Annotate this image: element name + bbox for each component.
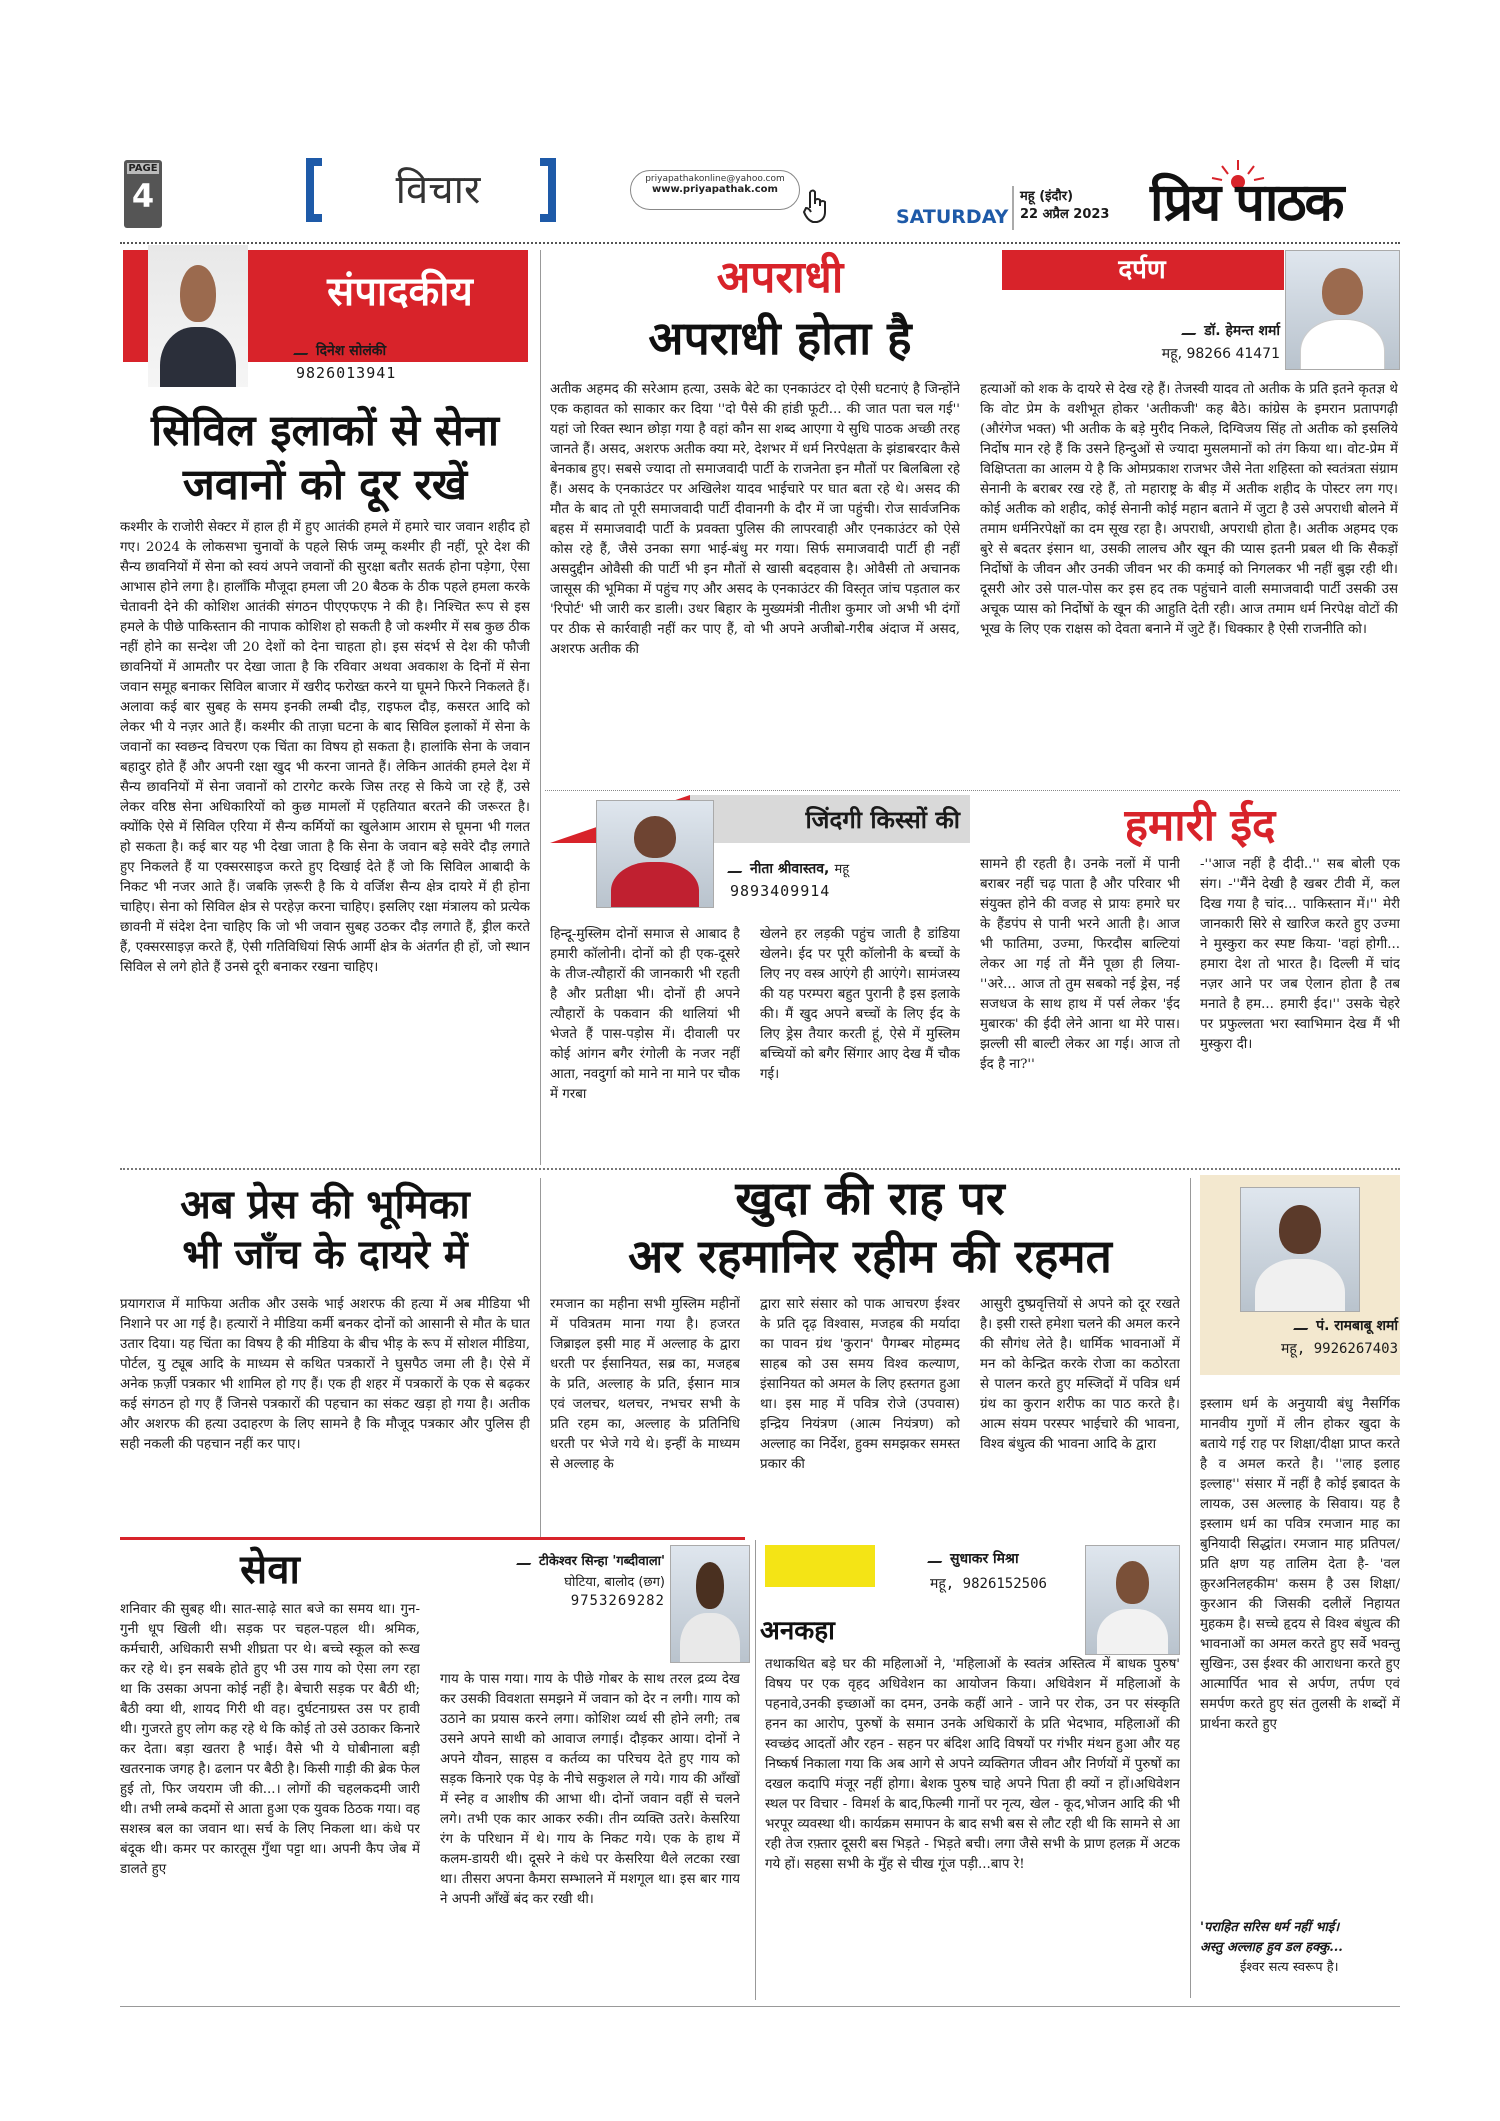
khuda-closing: ईश्वर सत्य स्वरूप है। <box>1240 1960 1339 1975</box>
khuda-author-photo <box>1240 1187 1360 1312</box>
seva-byline <box>465 1550 665 1609</box>
ankaha-author: सुधाकर मिश्रा <box>950 1551 1019 1567</box>
seva-phone: 9753269282 <box>570 1593 665 1609</box>
pen-icon <box>1293 1320 1313 1330</box>
darpan-author-photo <box>1285 250 1400 370</box>
khuda-quote-line2: अस्तु अल्लाह हुव डल हक्कु... <box>1200 1940 1343 1955</box>
darpan-label: दर्पण <box>1118 255 1166 285</box>
section-title: विचार <box>395 167 481 213</box>
zindagi-author-photo <box>596 800 714 908</box>
darpan-col2: हत्याओं को शक के दायरे से देख रहे हैं। तेजस्वी यादव तो अतीक के प्रति इतने कृतज्ञ थे कि वोट प्रेम के वशीभूत होकर 'अतीकजी' कह बैठे। कांग्रेस के इमरान प्रतापगढ़ी (औरंगेज भक्त) भी अतीक के बड़े मुरीद निकले, दिग्विजय सिंह तो अतीक को इसलिये निर्दोष मान रहे हैं कि उसने हिन्दुओं से ज्यादा मुसलमानों को तंग किया था। वोट-प्रेम में विक्षिप्तता का आलम ये है कि ओमप्रकाश राजभर जैसे नेता शहिस्ता को स्वतंत्रता संग्राम सेनानी के बराबर रख रहे हैं, तो महाराष्ट्र के बीड़ में अतीक शहीद के पोस्टर लग गए। कोई अतीक को शहीद, कोई सेनानी कोई महान बताने में जुटा है उसे अपराधी बोलने में तमाम धर्मनिरपेक्षों का दम सूख रहा है। अपराधी, अपराधी होता है। अतीक अहमद एक बुरे से बदतर इंसान था, उसकी लालच और खून की प्यास इतनी प्रबल थी कि सैकड़ों निर्दोषों के जीवन और उनकी जीवन भर की कमाई को निगलकर भी नहीं बुझ रही थी। दूसरी ओर उसे पाल-पोस कर इस हद तक पहुंचाने वाली समाजवादी पार्टी उसकी उस अचूक प्यास को निर्दोषों के खून की आहुति देती रही। आज तमाम धर्म निरपेक्ष वोटों की भूख के लिए एक राक्षस को देवता बनाने में जुटे हैं। धिक्कार है ऐसी राजनीति को। <box>980 382 1398 637</box>
khuda-author: पं. रामबाबू शर्मा <box>1316 1318 1398 1334</box>
contact-box <box>630 170 800 210</box>
email-text[interactable]: priyapathakonline@yahoo.com <box>645 174 785 184</box>
editorial-byline <box>296 340 516 382</box>
zindagi-col3: सामने ही रहती है। उनके नलों में पानी बराबर नहीं चढ़ पाता है और परिवार भी संयुक्त होने की वजह से प्रायः हमारे घर के हैंडपंप से पानी भरने आती है। आज भी फातिमा, उज्मा, फिरदौस बाल्टियां लेकर आ गई तो मैंने पूछा ही लिया- ''अरे... आज तो तुम सबको नई ड्रेस, नई सजधज के साथ हाथ में पर्स लेकर 'ईद मुबारक' की ईदी लेने आना था मेरे पास। झल्ली सी बाल्टी लेकर आ गई। आज तो ईद है ना?'' <box>980 857 1180 1072</box>
zindagi-label: जिंदगी किस्सों की <box>805 805 960 834</box>
editorial-author: दिनेश सोलंकी <box>316 343 387 359</box>
editor-photo <box>148 245 248 387</box>
darpan-headline: अपराधी होता है <box>648 311 912 365</box>
city-text: महू (इंदौर) <box>1020 189 1074 204</box>
website-link[interactable]: www.priyapathak.com <box>652 184 778 195</box>
masthead <box>0 0 1500 240</box>
zindagi-place: महू <box>834 862 850 877</box>
darpan-byline <box>1120 320 1280 363</box>
page-tag <box>124 160 162 228</box>
pen-icon <box>1181 325 1201 335</box>
press-headline <box>120 1180 530 1280</box>
paper-name: प्रिय पाठक <box>1150 172 1343 233</box>
zindagi-byline <box>730 858 970 900</box>
section-bracket-left <box>306 158 322 222</box>
date-box <box>1012 186 1124 230</box>
seva-headline: सेवा <box>240 1546 300 1593</box>
darpan-col1: अतीक अहमद की सरेआम हत्या, उसके बेटे का एनकाउंटर दो ऐसी घटनाएं है जिन्होंने एक कहावत को साकार कर दिया ''दो पैसे की हांडी फूटी... की जात पता चल गई'' यहां जो रिक्त स्थान छोड़ा गया है वहां कौन सा शब्द आएगा ये सुधि पाठक अच्छी तरह जानते हैं। असद, अशरफ अतीक क्या मरे, देशभर में धर्म निरपेक्षता के झंडाबरदार कैसे बेनकाब हुए। सबसे ज्यादा तो समाजवादी पार्टी के राजनेता इन मौतों पर बिलबिला रहे हैं। असद के एनकाउंटर पर अखिलेश यादव भाईचारे पर घात बता रहे थे। असद की मौत के बाद तो पूरी समाजवादी पार्टी दीवानगी के दौर में जा पहुंची। रोज सार्वजनिक बहस में समाजवादी पार्टी के प्रवक्ता पुलिस की लापरवाही और एनकाउंटर को ऐसे कोस रहे हैं, जैसे उनका सगा भाई-बंधु मर गया। सिर्फ समाजवादी पार्टी ही नहीं असदुद्दीन ओवैसी की पार्टी भी इन मौतों से खासी बदहवास है। ओवैसी तो अचानक जासूस की भूमिका में पहुंच गए और असद के एनकाउंटर की विस्तृत जांच पड़ताल कर 'रिपोर्ट' भी जारी कर डाली। उधर बिहार के मुख्यमंत्री नीतीश कुमार जो अभी भी दंगों पर ठीक से कार्रवाही नहीं कर पाए हैं, वो भी अपने अजीबो-गरीब अंदाज में असद, अशरफ अतीक की <box>550 382 960 657</box>
seva-col2: गाय के पास गया। गाय के पीछे गोबर के साथ तरल द्रव्य देख कर उसकी विवशता समझने में जवान को देर न लगी। गाय को उठाने का प्रयास करने लगा। कोशिश व्यर्थ सी होने लगी; तब उसने अपने साथी को आवाज लगाई। दौड़कर आया। दोनों ने अपने यौवन, साहस व कर्तव्य का परिचय देते हुए गाय को सड़क किनारे एक पेड़ के नीचे सकुशल ले गये। गाय की आँखों में स्नेह व आशीष की आभा थी। दोनों जवान वहीं से चलने लगे। तभी एक कार आकर रुकी। तीन व्यक्ति उतरे। केसरिया रंग के परिधान में थे। गाय के निकट गये। एक के हाथ में कलम-डायरी थी। दूसरे ने कंधे पर केसरिया थैले लटका रखा था। तीसरा अपना कैमरा सम्भालने में मशगूल था। इस बार गाय ने अपनी आँखें बंद कर रखी थी। <box>440 1672 740 1907</box>
zindagi-author: नीता श्रीवास्तव, <box>750 861 830 877</box>
khuda-quote <box>1200 1918 1400 1978</box>
editorial-phone: 9826013941 <box>296 364 397 382</box>
ankaha-body: तथाकथित बड़े घर की महिलाओं ने, 'महिलाओं के स्वतंत्र अस्तित्व में बाधक पुरुष' विषय पर एक वृहद अधिवेशन का आयोजन किया। अधिवेशन में महिलाओं के पहनावे,उनकी इच्छाओं का दमन, उनके कहीं आने - जाने पर रोक, उन पर संस्कृति हनन का आरोप, पुरुषों के समान उनके अधिकारों के प्रति भेदभाव, महिलाओं की स्वच्छंद आदतों और रहन - सहन पर बंदिश आदि विषयों पर गंभीर मंथन हुआ और यह निष्कर्ष निकाला गया कि अब आगे से अपने व्यक्तिगत जीवन और निर्णयों में पुरुषों का दखल कदापि मंजूर नहीं होगा। बेशक पुरुष चाहे अपने पिता ही क्यों न हों।अधिवेशन स्थल पर विचार - विमर्श के बाद,फिल्मी गानों पर नृत्य, खेल - कूद,भोजन आदि की भी भरपूर व्यवस्था थी। कार्यक्रम समापन के बाद सभी बस से लौट रही थी कि सामने से आ रही तेज रफ़्तार दूसरी बस भिड़ते - भिड़ते बची। लगा जैसे सभी के प्राण हलक़ में अटक गये हों। सहसा सभी के मुँह से चीख गूंज पड़ी...बाप रे! <box>765 1657 1180 1872</box>
pen-icon <box>927 1553 947 1563</box>
khuda-author-box <box>1200 1175 1400 1375</box>
seva-col1: शनिवार की सुबह थी। सात-साढ़े सात बजे का समय था। गुन-गुनी धूप खिली थी। सड़क पर चहल-पहल थी। श्रमिक, कर्मचारी, अधिकारी सभी शीघ्रता पर थे। बच्चे स्कूल को रूख कर रहे थे। इन सबके होते हुए भी उस गाय को ऐसा लग रहा था कि उसका अपना कोई नहीं है। बेचारी सड़क पर बैठी थी; बैठी क्या थी, शायद गिरी थी वह। दुर्घटनाग्रस्त उस पर हावी थी। गुजरते हुए लोग कह रहे थे कि कोई तो उसे उठाकर किनारे कर देता। बड़ा खतरा है भाई। वैसे भी ये घोबीनाला बड़ी खतरनाक जगह है। ढलान पर बैठी है। किसी गाड़ी की ब्रेक फेल हुई तो, फिर जयराम जी की...। लोगों की चहलकदमी जारी थी। तभी लम्बे कदमों से आता हुआ एक युवक ठिठक गया। वह सशस्त्र बल का जवान था। सर्च के लिए निकला था। कंधे पर बंदूक थी। कमर पर कारतूस गुँथा पट्टा था। अपनी कैप जेब में डालते हुए <box>120 1602 420 1877</box>
khuda-col2: द्वारा सारे संसार को पाक आचरण ईश्वर के प्रति दृढ़ विश्वास, मजहब की मर्यादा का पावन ग्रंथ 'कुरान' पैगम्बर मोहम्मद साहब को उस समय विश्व कल्याण, इंसानियत को अमल के लिए हस्तगत हुआ था। इस माह में पवित्र रोजे (उपवास) इन्द्रिय नियंत्रण (आत्म नियंत्रण) को अल्लाह का निर्देश, हुक्म समझकर समस्त प्रकार की <box>760 1297 960 1472</box>
page-label: PAGE <box>128 163 158 174</box>
zindagi-col2: खेलने हर लड़की पहुंच जाती है डांडिया खेलने। ईद पर पूरी कॉलोनी के बच्चों के लिए नए वस्त्र आएंगे ही आएंगे। सामंजस्य की यह परम्परा बहुत पुरानी है इस इलाके की। मैं खुद अपने बच्चों के लिए ईद के लिए ड्रेस तैयार करती हूं, ऐसे में मुस्लिम बच्चियों को बगैर सिंगार आए देख मैं चौक गई। <box>760 927 960 1082</box>
khuda-headline-line1: खुदा की राह पर <box>735 1171 1005 1225</box>
khuda-col4: इस्लाम धर्म के अनुयायी बंधु नैसर्गिक मानवीय गुणों में लीन होकर खुदा के बताये गई राह पर शिक्षा/दीक्षा प्राप्त करते है व अमल करते है। ''लाह इलाह इल्लाह'' संसार में नहीं है कोई इबादत के लायक, उस अल्लाह के सिवाय। यह है इस्लाम धर्म का पवित्र रमजान माह का बुनियादी सिद्धांत। रमजान माह प्रतिपल/प्रति क्षण यह तालिम देता है- 'वल क़ुरअनिलहकीम' कसम है उस शिक्षा/कुरआन की जिसकी दलीलें निहायत मुहकम है। सच्चे हृदय से विश्व बंधुत्व की भावनाओं का अमल करते हुए सर्वे भवन्तु सुखिनः, उस ईश्वर की आराधना करते हुए आत्मार्पित भाव से अर्पण, तर्पण एवं समर्पण करते हुए संत तुलसी के शब्दों में प्रार्थना करते हुए <box>1200 1397 1400 1732</box>
editorial-body: कश्मीर के राजोरी सेक्टर में हाल ही में हुए आतंकी हमले में हमारे चार जवान शहीद हो गए। 2024 के लोकसभा चुनावों के पहले सिर्फ जम्मू कश्मीर ही नहीं, पूरे देश की सैन्य छावनियों में सेना को स्वयं अपने जवानों की सुरक्षा बतौर सतर्क होना पड़ेगा, ऐसा आभास होने लगा है। हालाँकि मौजूदा हमला जी 20 बैठक के ठीक पहले हमला करके चेतावनी देने की कोशिश आतंकी संगठन पीएएफएफ ने की है। निश्चित रूप से इस हमले के पीछे पाकिस्तान की नापाक कोशिश हो सकती है जो कश्मीर में सब कुछ ठीक नहीं होने का सन्देश जी 20 देशों को देना चाहता हो। इस संदर्भ से देश की फौजी छावनियों में आमतौर पर देखा जाता है कि रविवार अथवा अवकाश के दिनों में सेना जवान समूह बनाकर सिविल बाजार में खरीद फरोख्त करने या घूमने फिरने निकलते हैं। अलावा कई बार सुबह के समय इनकी लम्बी दौड़, राइफल दौड़, कसरत आदि को लेकर भी ये नज़र आते हैं। कश्मीर की ताज़ा घटना के बाद सिविल इलाकों में सेना के जवानों का स्वछन्द विचरण एक चिंता का विषय हो सकता है। हालांकि सेना के जवान बहादुर होते हैं और अपनी रक्षा खुद भी करना जानते हैं। लेकिन आतंकी हमले देश में सैन्य छावनियों में सेना जवानों को टारगेट करके जिस तरह से किये जा रहे हैं, उसे लेकर वरिष्ठ सेना अधिकारियों को कुछ मामलों में एहतियात बरतने की जरूरत है। क्योंकि ऐसे में सिविल एरिया में सैन्य कर्मियों का खुलेआम आराम से घूमना भी गलत हो सकता है। कई बार यह भी देखा जाता है कि सेना के जवान बड़े सवेरे दौड़ लगाते हुए निकलते हैं या एक्सरसाइज करते हुए दिखाई देते हैं जो कि सिविल आबादी के निकट भी नजर आते हैं। जबकि ज़रूरी है कि ये वर्जिश सैन्य क्षेत्र दायरे में ही होना चाहिए। सेना को सिविल क्षेत्र से परहेज़ करना चाहिए। इसलिए रक्षा मंत्रालय को प्रत्येक छावनी में संदेश देना चाहिए कि जो भी जवान सुबह उठकर दौड़ लगाते हैं, ड्रील करते हैं, एक्सरसाइज़ करते हैं, ऐसी गतिविधियां सिर्फ आर्मी क्षेत्र के अंतर्गत ही हों, जो स्थान सिविल से लगे होते हैं उनसे दूरी बनाकर रखना चाहिए। <box>120 520 530 975</box>
ankaha-byline <box>930 1548 1090 1593</box>
pen-icon <box>727 863 747 873</box>
page-number: 4 <box>131 177 155 215</box>
pen-icon <box>516 1555 536 1565</box>
khuda-col1: रमजान का महीना सभी मुस्लिम महीनों में पवित्रतम माना गया है। हजरत जिब्राइल इसी माह में अल्लाह के द्वारा धरती पर ईसानियत, सब्र का, मजहब के प्रति, अल्लाह के प्रति, ईसान मात्र एवं जलचर, थलचर, नभचर सभी के प्रति रहम का, अल्लाह के प्रतिनिधि धरती पर भेजे गये थे। इन्हीं के माध्यम से अल्लाह के <box>550 1297 740 1472</box>
zindagi-headline: हमारी ईद <box>1124 800 1276 851</box>
darpan-phone: महू, 98266 41471 <box>1161 346 1280 362</box>
press-headline-line2: भी जाँच के दायरे में <box>182 1231 468 1278</box>
day-label: SATURDAY <box>896 206 1009 228</box>
hand-cursor-icon <box>800 188 832 224</box>
press-body: प्रयागराज में माफिया अतीक और उसके भाई अशरफ की हत्या में अब मीडिया भी निशाने पर आ गई है। हत्यारों ने मीडिया कर्मी बनकर दोनों को आसानी से मौत के घात उतार दिया। यह चिंता का विषय है की मीडिया के बीच भीड़ के रूप में सोशल मीडिया, पोर्टल, यु ट्यूब आदि के माध्यम से कथित पत्रकारों ने घुसपैठ जमा ली है। ऐसे में अनेक फ़र्ज़ी पत्रकार भी शामिल हो गए हैं। एक ही शहर में पत्रकारों के एक से बढ़कर कई संगठन हो गए हैं जिनसे पत्रकारों की पहचान का संकट खड़ा हो गया है। अतीक और अशरफ की हत्या उदाहरण के लिए सामने है कि मौजूद पत्रकार और पुलिस ही सही नकली की पहचान नहीं कर पाए। <box>120 1297 530 1452</box>
zindagi-phone: 9893409914 <box>730 882 831 900</box>
khuda-headline-line2: अर रहमानिर रहीम की रहमत <box>628 1228 1112 1283</box>
khuda-quote-line1: 'पराहित सरिस धर्म नहीं भाई। <box>1200 1920 1340 1935</box>
seva-place: घोटिया, बालोद (छग) <box>564 1575 665 1590</box>
khuda-col3: आसुरी दुष्प्रवृत्तियों से अपने को दूर रखते है। इसी रास्ते हमेशा चलने की अमल करने की सौगंध लेते है। धार्मिक भावनाओं में मन को केन्द्रित करके रोजा का कठोरता से पालन करते हुए मस्जिदों में पवित्र धर्म ग्रंथ का कुरान शरीफ का पाठ करते है। आत्म संयम परस्पर भाईचारे की भावना, विश्व बंधुत्व की भावना आदि के द्वारा <box>980 1297 1180 1452</box>
ankaha-author-photo <box>1085 1545 1180 1655</box>
ankaha-phone: महू, 9826152506 <box>930 1576 1047 1592</box>
seva-author: टीकेश्वर सिन्हा 'गब्दीवाला' <box>539 1554 665 1569</box>
date-text: 22 अप्रैल 2023 <box>1020 207 1110 222</box>
darpan-author: डॉ. हेमन्त शर्मा <box>1204 323 1280 339</box>
khuda-phone: महू, 9926267403 <box>1281 1341 1398 1357</box>
editorial-headline <box>120 405 530 513</box>
ankaha-tag <box>765 1545 875 1587</box>
section-bracket-right <box>540 158 556 222</box>
zindagi-col1: हिन्दू-मुस्लिम दोनों समाज से आबाद है हमारी कॉलोनी। दोनों को ही एक-दूसरे के तीज-त्यौहारों की जानकारी भी रहती है और प्रतीक्षा भी। दोनों ही अपने त्यौहारों के पकवान की थालियां भी भेजते हैं पास-पड़ोस में। दीवाली पर कोई आंगन बगैर रंगोली के नजर नहीं आता, नवदुर्गा को माने ना माने पर चौक में गरबा <box>550 927 740 1102</box>
zindagi-col4: -''आज नहीं है दीदी..'' सब बोली एक संग। -''मैंने देखी है खबर टीवी में, कल दिख गया है चांद... पाकिस्तान में।'' मेरी जानकारी सिरे से खारिज करते हुए उज्मा ने मुस्कुरा कर स्पष्ट किया- 'वहां होगी... हमारा देश तो भारत है। दिल्ली में चांद नज़र आने पर जब ऐलान होता है तब मनाते है हम... हमारी ईद।'' उसके चेहरे पर प्रफुल्लता भरा स्वाभिमान देख मैं भी मुस्कुरा दी। <box>1200 857 1400 1052</box>
editorial-headline-line2: जवानों को दूर रखें <box>182 459 468 510</box>
press-headline-line1: अब प्रेस की भूमिका <box>180 1181 470 1228</box>
editorial-headline-line1: सिविल इलाकों से सेना <box>150 406 500 456</box>
seva-rule <box>120 1537 745 1540</box>
editorial-label: संपादकीय <box>327 268 473 315</box>
seva-author-photo <box>670 1545 750 1663</box>
darpan-kicker: अपराधी <box>716 252 844 303</box>
pen-icon <box>293 345 313 355</box>
ankaha-headline: अनकहा <box>760 1616 835 1646</box>
khuda-headline <box>550 1170 1190 1285</box>
